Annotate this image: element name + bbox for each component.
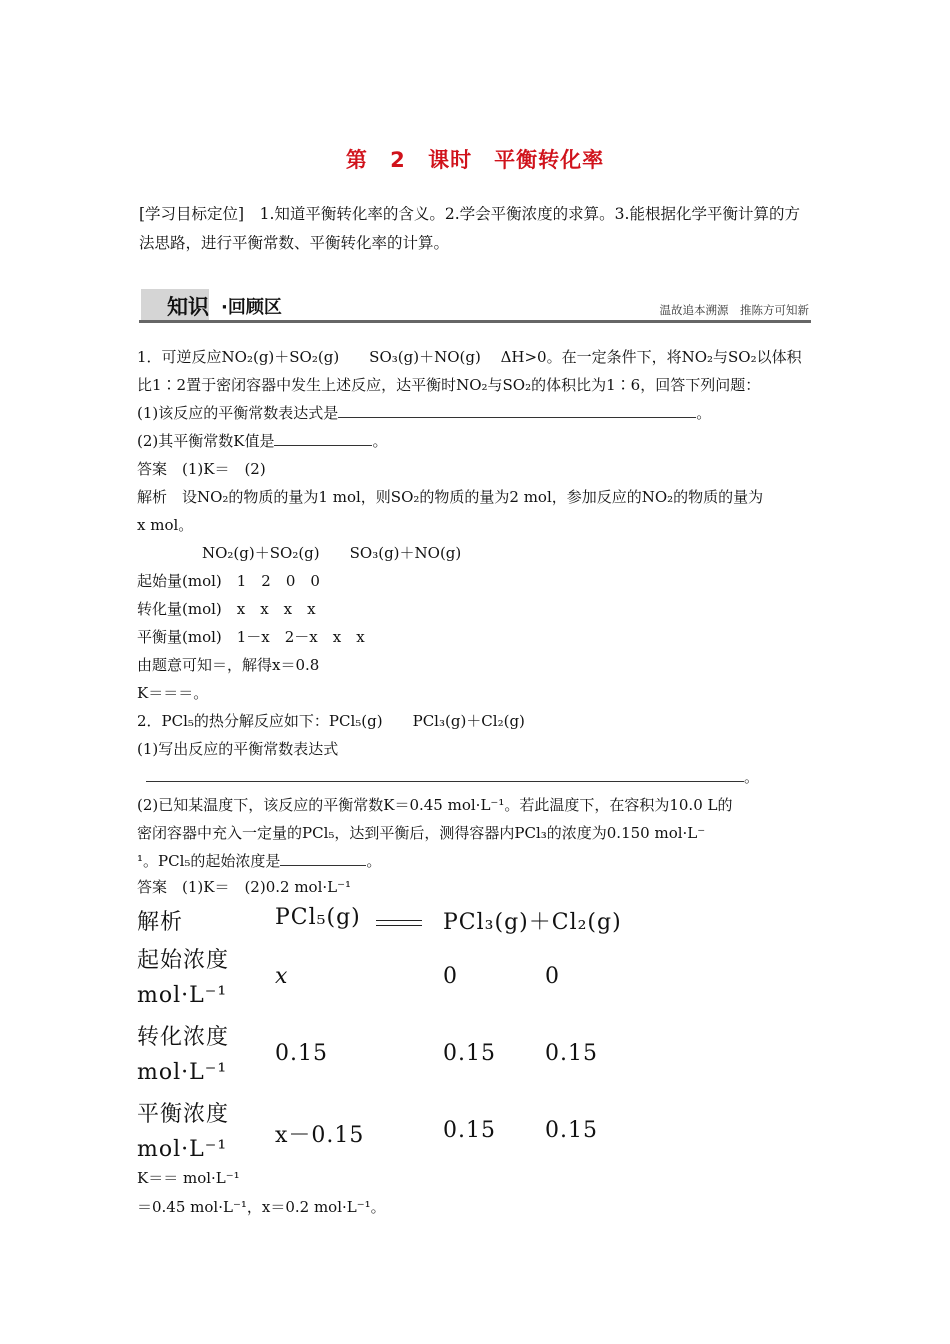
q2-part1-blank[interactable] (146, 767, 744, 782)
q2-part2-line3-text: ¹。PCl₅的起始浓度是 (137, 852, 281, 870)
q2-stem: 2．PCl₅的热分解反应如下：PCl₅(g) PCl₃(g)＋Cl₂(g) (137, 712, 525, 730)
q1-part1 (137, 402, 711, 423)
q1-stem-line2: 比1∶2置于密闭容器中发生上述反应，达平衡时NO₂与SO₂的体积比为1∶6，回答下列问题： (137, 376, 761, 394)
q2-row1-c3: 0 (545, 964, 560, 989)
q2-row1-c1: x (275, 964, 289, 989)
q2-row2-c2: 0.15 (443, 1041, 496, 1066)
q1-part1-blank[interactable] (338, 403, 696, 418)
q2-table-reactant: PCl₅(g) (275, 905, 361, 930)
q2-row2-c3: 0.15 (545, 1041, 598, 1066)
q2-part1-answer-line (146, 766, 759, 787)
q2-row3-c2: 0.15 (443, 1118, 496, 1143)
q2-row3-label2: mol·L⁻¹ (137, 1137, 228, 1162)
q2-row2-label1: 转化浓度 (137, 1025, 230, 1050)
q1-row-start: 起始量(mol) 1 2 0 0 (137, 572, 320, 590)
equilibrium-arrow-icon (376, 912, 422, 931)
q2-row2-label2: mol·L⁻¹ (137, 1060, 228, 1085)
q2-part2-line2: 密闭容器中充入一定量的PCl₅，达到平衡后，测得容器内PCl₃的浓度为0.150 mol·L⁻ (137, 824, 706, 842)
q1-equation: NO₂(g)＋SO₂(g) SO₃(g)＋NO(g) (202, 544, 462, 562)
q2-row1-label2: mol·L⁻¹ (137, 983, 228, 1008)
q1-stem-line1: 1．可逆反应NO₂(g)＋SO₂(g) SO₃(g)＋NO(g) ΔH>0。在一定条件下，将NO₂与SO₂以体积 (137, 348, 802, 366)
q1-part2-text: (2)其平衡常数K值是 (137, 432, 275, 450)
q1-k-result: K＝＝＝。 (137, 684, 209, 702)
q1-part2 (137, 430, 387, 451)
q2-part1: (1)写出反应的平衡常数表达式 (137, 740, 339, 758)
q1-row-change: 转化量(mol) x x x x (137, 600, 316, 618)
q2-row3-c1: x－0.15 (275, 1123, 365, 1148)
q1-part1-text: (1)该反应的平衡常数表达式是 (137, 404, 339, 422)
q2-row2-c1: 0.15 (275, 1041, 328, 1066)
q1-analysis-line1: 解析 设NO₂的物质的量为1 mol，则SO₂的物质的量为2 mol，参加反应的NO₂的物质的量为 (137, 488, 764, 506)
q2-answer: 答案 (1)K＝ (2)0.2 mol·L⁻¹ (137, 878, 352, 896)
q2-part2-line3 (137, 850, 381, 871)
q2-row1-label1: 起始浓度 (137, 948, 230, 973)
q2-row3-c3: 0.15 (545, 1118, 598, 1143)
q2-part2-blank[interactable] (280, 851, 366, 866)
q1-part2-end: 。 (372, 432, 388, 450)
q2-table-products: PCl₃(g)＋Cl₂(g) (443, 910, 622, 935)
q2-part2-line1: (2)已知某温度下，该反应的平衡常数K＝0.45 mol·L⁻¹。若此温度下，在容积为10.0 L的 (137, 796, 733, 814)
q2-table-label: 解析 (137, 910, 184, 935)
banner-knowledge: 知识 (167, 295, 209, 319)
learning-objectives: [学习目标定位] 1.知道平衡转化率的含义。2.学会平衡浓度的求算。3.能根据化学平衡计算的方法思路，进行平衡常数、平衡转化率的计算。 (139, 205, 800, 252)
banner-rule (139, 320, 811, 323)
page-title: 第 2 课时 平衡转化率 (345, 148, 605, 172)
q1-analysis-line2: x mol。 (137, 516, 194, 534)
banner-tagline: 温故追本溯源 推陈方可知新 (659, 303, 809, 317)
q2-final2: ＝0.45 mol·L⁻¹，x＝0.2 mol·L⁻¹。 (137, 1198, 386, 1216)
q1-part1-end: 。 (696, 404, 712, 422)
q1-row-equilibrium: 平衡量(mol) 1－x 2－x x x (137, 628, 365, 646)
q2-row3-label1: 平衡浓度 (137, 1102, 230, 1127)
q2-part2-end: 。 (366, 852, 382, 870)
section-banner (139, 287, 811, 323)
q2-row1-c2: 0 (443, 964, 458, 989)
banner-section: ·回顾区 (221, 297, 282, 318)
q1-part2-blank[interactable] (274, 431, 372, 446)
q1-solve: 由题意可知＝，解得x＝0.8 (137, 656, 320, 674)
q2-part1-end: 。 (744, 768, 760, 786)
q2-final1: K＝＝ mol·L⁻¹ (137, 1169, 240, 1187)
q1-answer: 答案 (1)K＝ (2) (137, 460, 266, 478)
